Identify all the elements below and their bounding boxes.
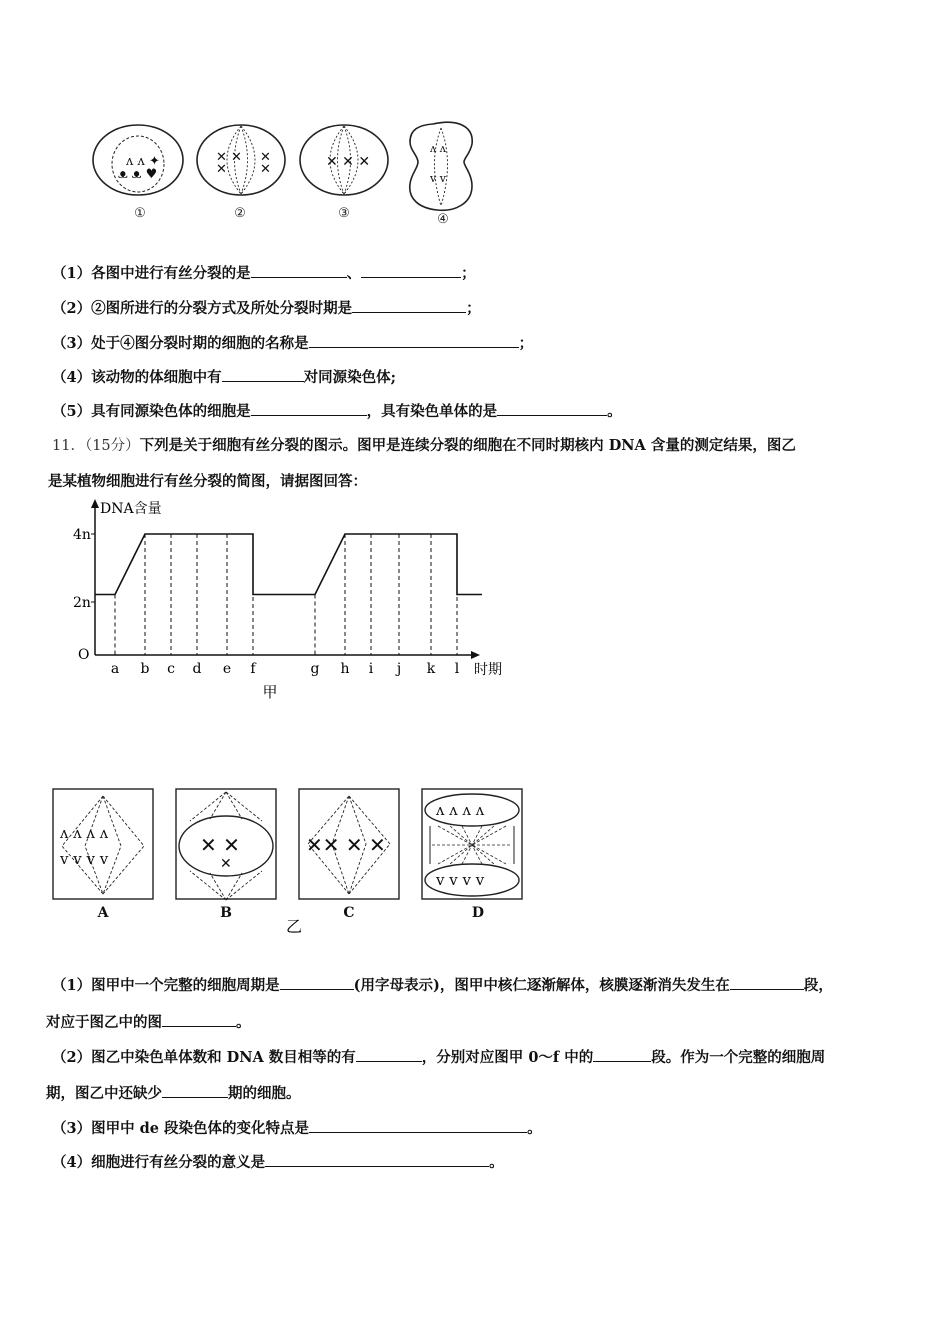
chart-title: 甲 xyxy=(262,683,278,701)
x-tick-h: h xyxy=(340,661,350,677)
svg-text:ᴧ ᴧ ✦: ᴧ ᴧ ✦ xyxy=(126,154,160,169)
svg-text:✕: ✕ xyxy=(260,150,271,165)
q11-item-3: （3）图甲中 de 段染色体的变化特点是 。 xyxy=(52,1120,542,1137)
x-tick-k: k xyxy=(426,661,436,677)
answer-blank[interactable] xyxy=(265,1152,489,1167)
q10-item-4: （4）该动物的体细胞中有 对同源染色体; xyxy=(52,369,396,386)
answer-blank[interactable] xyxy=(497,401,607,416)
svg-text:✕ ✕: ✕ ✕ xyxy=(216,150,242,165)
x-tick-i: i xyxy=(368,661,374,677)
answer-blank[interactable] xyxy=(251,263,347,278)
q10-item-2: （2）②图所进行的分裂方式及所处分裂时期是 ； xyxy=(52,300,481,317)
q11-item-1: （1）图甲中一个完整的细胞周期是 (用字母表示)，图甲中核仁逐渐解体，核膜逐渐消失发生在 段， xyxy=(52,977,833,994)
x-tick-a: a xyxy=(110,661,120,677)
question-number: 11． xyxy=(52,438,85,454)
y-axis-arrow xyxy=(91,499,99,508)
figure-cells-1-4 xyxy=(88,118,488,230)
q11-item-4: （4）细胞进行有丝分裂的意义是 。 xyxy=(52,1154,504,1171)
series-line-dna xyxy=(95,534,482,595)
answer-blank[interactable] xyxy=(309,1118,527,1133)
svg-text:ᴠ ᴠ ᴠ ᴠ: ᴠ ᴠ ᴠ ᴠ xyxy=(436,871,485,889)
q11-stem-line-1: 11．（15分）下列是关于细胞有丝分裂的图示。图甲是连续分裂的细胞在不同时期核内 DNA 含量的测定结果，图乙 xyxy=(52,437,796,454)
x-tick-e: e xyxy=(222,661,232,677)
y-tick-4n: 4n xyxy=(73,527,91,543)
svg-text:✕ ✕: ✕ ✕ xyxy=(200,833,240,857)
cell-label-1: ① xyxy=(134,206,146,221)
x-axis-label: 时期 xyxy=(474,662,502,678)
svg-text:ᴥ ᴥ ♥: ᴥ ᴥ ♥ xyxy=(118,167,158,182)
cell-label-4: ④ xyxy=(437,212,449,227)
svg-text:ᴧ ᴧ ᴧ ᴧ: ᴧ ᴧ ᴧ ᴧ xyxy=(436,801,485,819)
svg-text:✕✕ ✕ ✕: ✕✕ ✕ ✕ xyxy=(306,833,386,857)
q10-item-3: （3）处于④图分裂时期的细胞的名称是 ； xyxy=(52,335,534,352)
svg-text:✕ ✕ ✕: ✕ ✕ ✕ xyxy=(326,154,371,170)
q11-item-2: （2）图乙中染色单体数和 DNA 数目相等的有 ，分别对应图甲 0～f 中的 段。作为一个完整的细胞周 xyxy=(52,1049,826,1066)
answer-blank[interactable] xyxy=(162,1083,228,1098)
cell-label-C: C xyxy=(343,905,355,921)
answer-blank[interactable] xyxy=(593,1047,651,1062)
q11-item-1-cont: 对应于图乙中的图 。 xyxy=(46,1014,251,1031)
q11-item-2-cont: 期，图乙中还缺少 期的细胞。 xyxy=(46,1085,301,1102)
answer-blank[interactable] xyxy=(356,1047,422,1062)
q10-item-1: （1）各图中进行有丝分裂的是 、 ； xyxy=(52,265,476,282)
answer-blank[interactable] xyxy=(280,975,354,990)
x-tick-g: g xyxy=(310,661,320,677)
svg-text:✕: ✕ xyxy=(260,162,271,177)
cell-label-D: D xyxy=(471,905,485,921)
svg-text:ᴧ ᴧ ᴧ ᴧ: ᴧ ᴧ ᴧ ᴧ xyxy=(60,824,109,842)
origin-label: O xyxy=(78,647,90,663)
answer-blank[interactable] xyxy=(251,401,367,416)
x-tick-c: c xyxy=(167,661,175,677)
figure-plant-cells xyxy=(50,786,530,936)
svg-text:✕: ✕ xyxy=(220,856,232,872)
svg-text:ᴠ ᴠ ᴠ ᴠ: ᴠ ᴠ ᴠ ᴠ xyxy=(60,850,109,868)
x-tick-f: f xyxy=(250,661,256,677)
svg-text:ᴧ ᴧ: ᴧ ᴧ xyxy=(430,142,446,155)
q11-stem-line-2: 是某植物细胞进行有丝分裂的简图，请据图回答： xyxy=(48,473,367,490)
cell-label-B: B xyxy=(220,905,232,921)
cell-label-2: ② xyxy=(234,206,246,221)
svg-text:ᴠ ᴠ: ᴠ ᴠ xyxy=(430,172,446,185)
answer-blank[interactable] xyxy=(730,975,804,990)
figure2-caption: 乙 xyxy=(286,917,303,936)
cell-label-A: A xyxy=(97,905,109,921)
q10-item-5: （5）具有同源染色体的细胞是 ，具有染色单体的是 。 xyxy=(52,403,622,420)
x-axis-arrow xyxy=(471,651,480,659)
answer-blank[interactable] xyxy=(361,263,461,278)
x-tick-j: j xyxy=(396,661,402,677)
svg-text:✕: ✕ xyxy=(216,162,227,177)
y-tick-2n: 2n xyxy=(73,595,91,611)
question-score: （15分） xyxy=(84,438,140,454)
answer-blank[interactable] xyxy=(309,333,519,348)
x-tick-b: b xyxy=(140,661,150,677)
y-axis-label: DNA含量 xyxy=(100,501,162,517)
dna-content-chart xyxy=(70,497,530,709)
answer-blank[interactable] xyxy=(162,1012,236,1027)
x-tick-d: d xyxy=(192,661,202,677)
answer-blank[interactable] xyxy=(222,367,304,382)
x-tick-l: l xyxy=(454,661,460,677)
answer-blank[interactable] xyxy=(352,298,466,313)
cell-label-3: ③ xyxy=(338,206,350,221)
